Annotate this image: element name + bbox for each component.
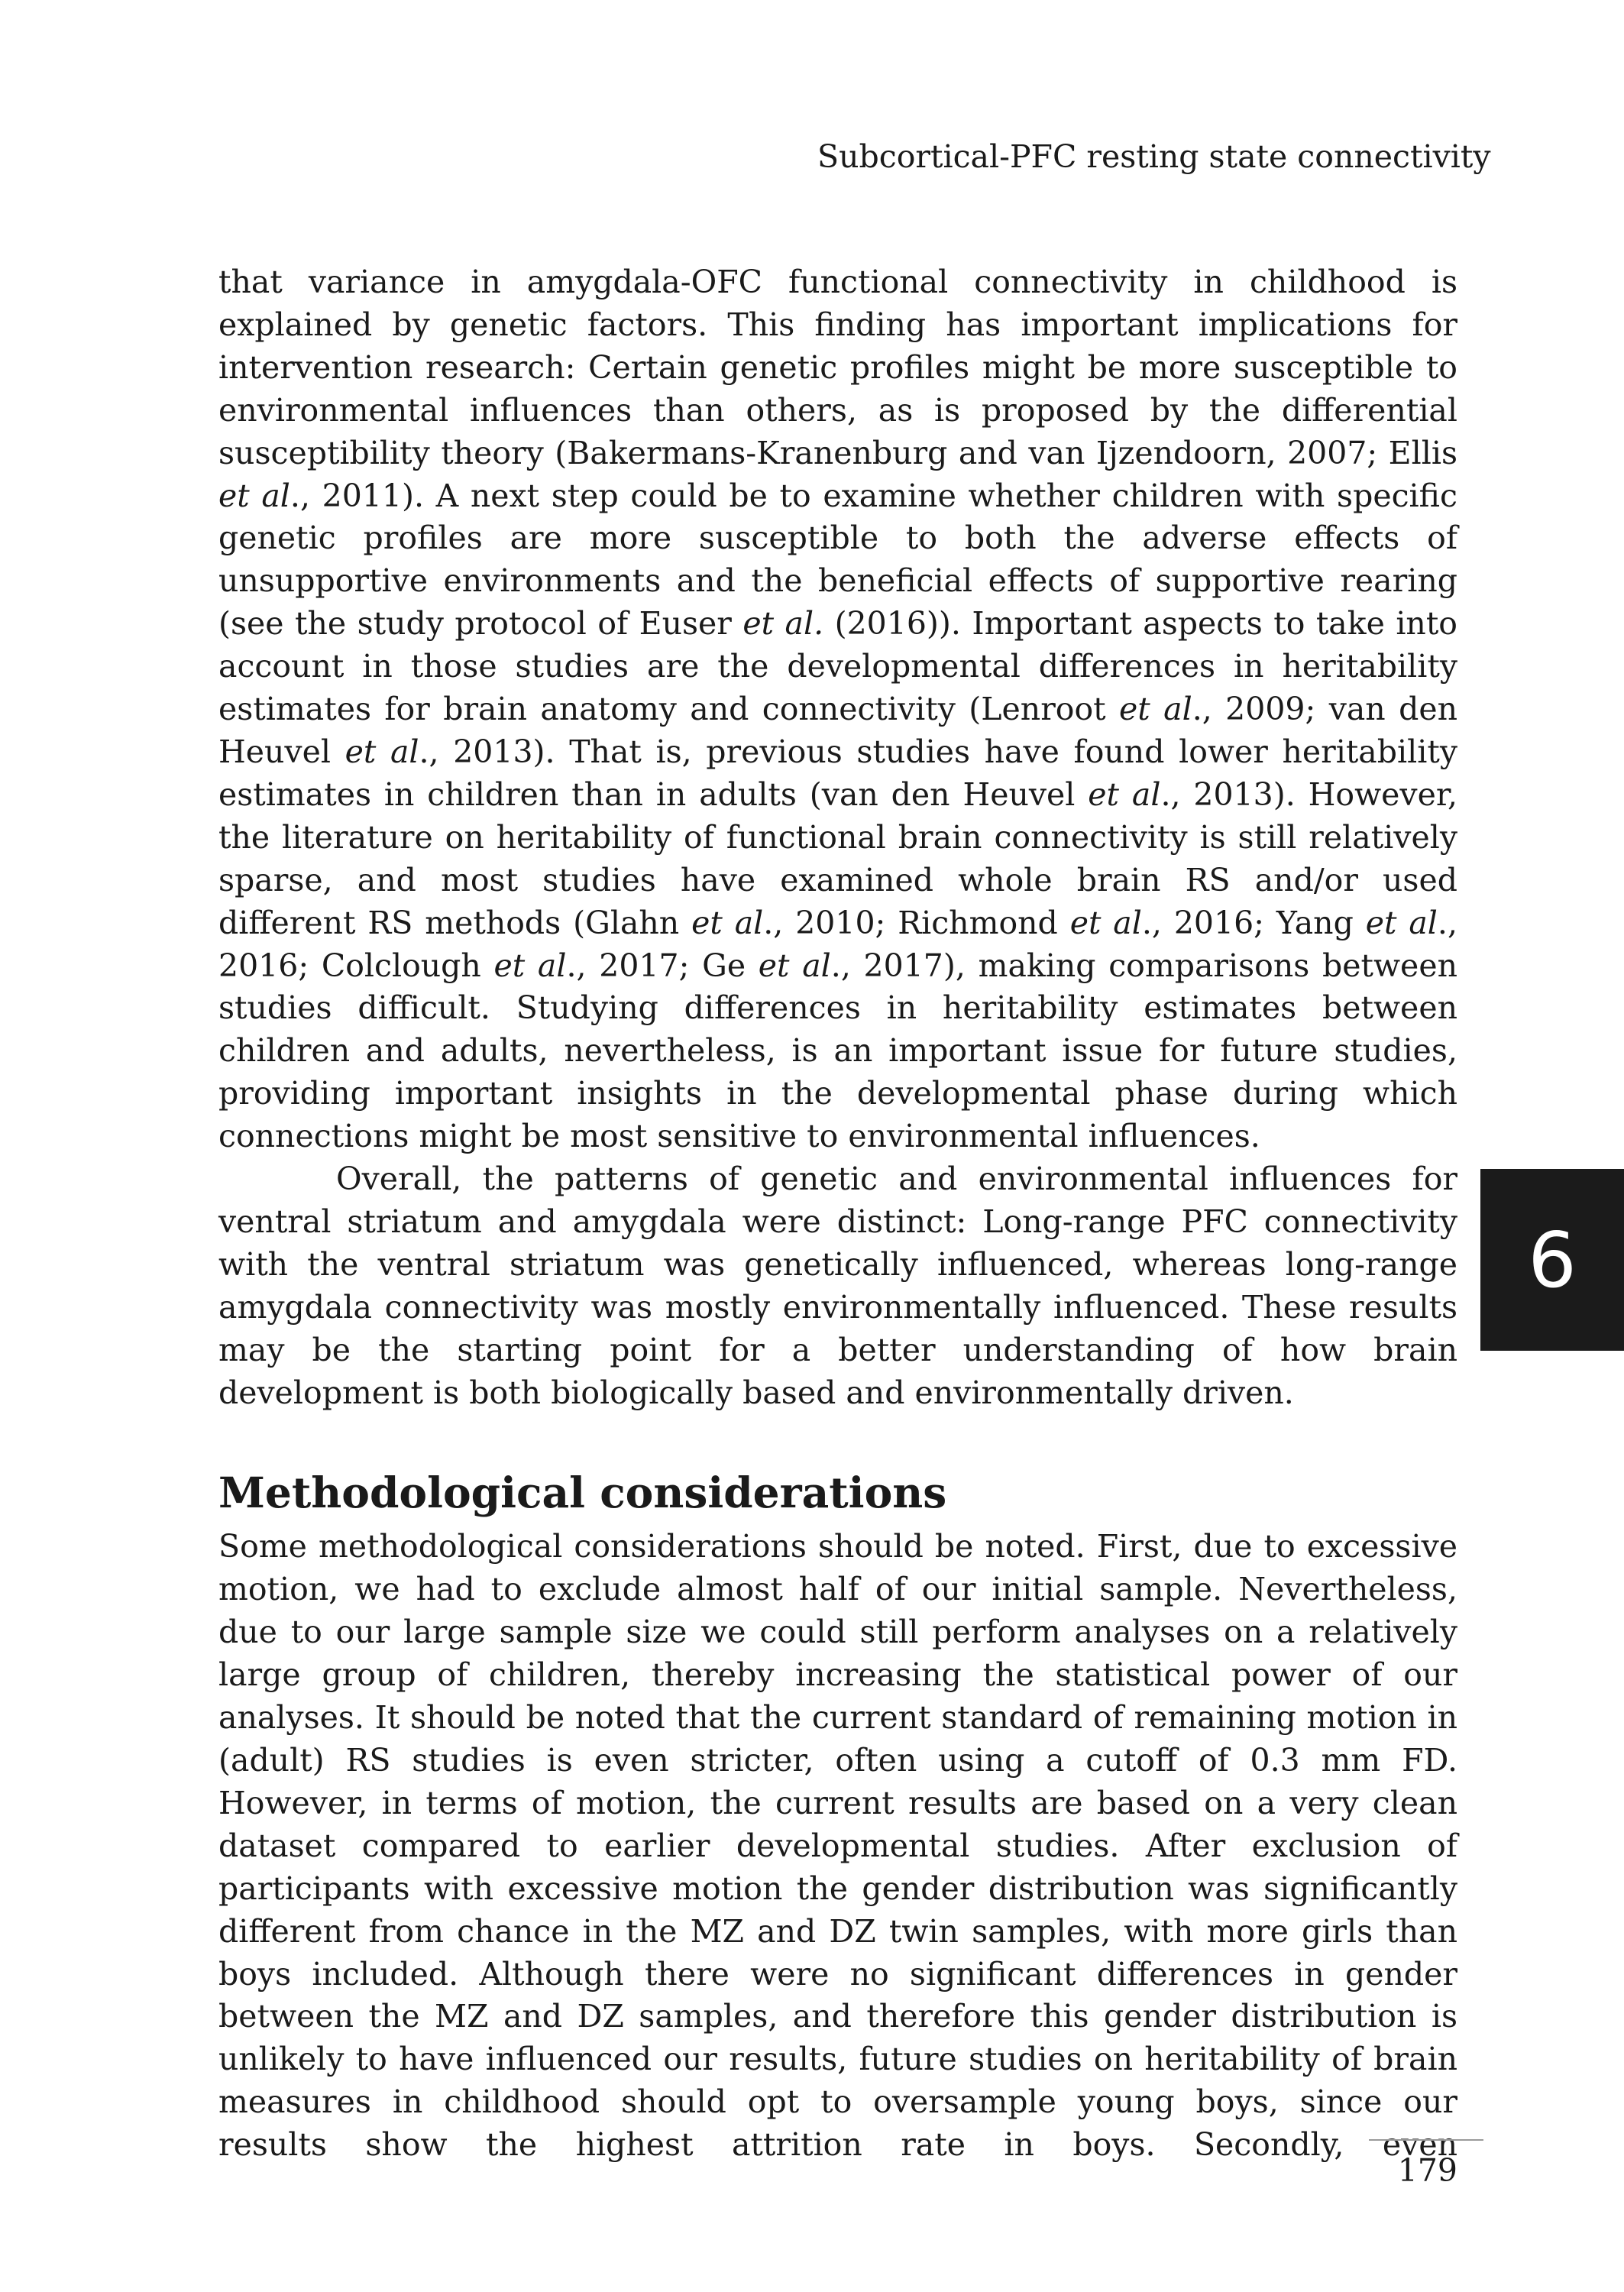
italic-et-al: et al bbox=[493, 947, 567, 984]
italic-et-al: et al bbox=[1069, 904, 1142, 941]
italic-et-al: et al bbox=[1365, 904, 1438, 941]
text-run: ., 2017), making comparisons between studies difficult. Studying differences in heritability estimates between children and adults, nevertheless, is an important issue for future studies, providing important insights in the developmental phase during which connections might be most sensitive to environmental influences. bbox=[218, 947, 1457, 1155]
italic-et-al: et al bbox=[758, 947, 831, 984]
body-text bbox=[218, 261, 1457, 2167]
chapter-tab bbox=[1480, 1169, 1624, 1351]
text-run: ., 2009; van den Heuvel bbox=[218, 691, 1458, 770]
running-header: Subcortical-PFC resting state connectivity bbox=[817, 138, 1491, 175]
text-run: ., 2016; Colclough bbox=[218, 904, 1457, 984]
paragraph-heritability-discussion bbox=[218, 261, 1457, 1158]
text-run: that variance in amygdala-OFC functional connectivity in childhood is explained by genetic factors. This finding has important implications for intervention research: Certain genetic profiles might be more susceptible to environmental influences than others, as is proposed by the differential susceptibility theory (Bakermans-Kranenburg and van Ijzendoorn, 2007; Ellis bbox=[218, 264, 1457, 471]
text-run: ., 2013). However, the literature on heritability of functional brain connectivity is still relatively sparse, and most studies have examined whole brain RS and/or used different RS methods (Glahn bbox=[218, 775, 1457, 941]
italic-et-al: et al bbox=[691, 904, 764, 941]
chapter-number: 6 bbox=[1528, 1215, 1577, 1305]
text-run: ., 2016; Yang bbox=[1141, 904, 1366, 941]
italic-et-al: et al bbox=[1119, 691, 1192, 728]
italic-et-al: et al. bbox=[742, 605, 824, 643]
page-number: 179 bbox=[1397, 2152, 1457, 2189]
paragraph-methodological-considerations: Some methodological considerations should be noted. First, due to excessive motion, we had to exclude almost half of our initial sample. Nevertheless, due to our large sample size we could still perform analyses on a relatively large group of children, thereby increasing the statistical power of our analyses. It should be noted that the current standard of remaining motion in (adult) RS studies is even stricter, often using a cutoff of 0.3 mm FD. However, in terms of motion, the current results are based on a very clean dataset compared to earlier developmental studies. After exclusion of participants with excessive motion the gender distribution was significantly different from chance in the MZ and DZ twin samples, with more girls than boys included. Although there were no significant differences in gender between the MZ and DZ samples, and therefore this gender distribution is unlikely to have influenced our results, future studies on heritability of brain measures in childhood should opt to oversample young boys, since our results show the highest attrition rate in boys. Secondly, even bbox=[218, 1528, 1457, 2164]
text-run: ., 2017; Ge bbox=[566, 947, 759, 984]
text-run: ., 2010; Richmond bbox=[763, 904, 1070, 941]
italic-et-al: et al bbox=[1088, 775, 1161, 813]
text-run: ., 2013). That is, previous studies have found lower heritability estimates in children than in adults (van den Heuvel bbox=[218, 733, 1457, 813]
text-run: ., 2011). A next step could be to examine whether children with specific genetic profiles are more susceptible to both the adverse effects of unsupportive environments and the beneficial effects of supportive rearing (see the study protocol of Euser bbox=[218, 477, 1457, 643]
text-run: (2016)). Important aspects to take into account in those studies are the developmental differences in heritability estimates for brain anatomy and connectivity (Lenroot bbox=[218, 605, 1457, 728]
italic-et-al: et al bbox=[218, 477, 290, 514]
paragraph-overall-summary: Overall, the patterns of genetic and environmental influences for ventral striatum and amygdala were distinct: Long-range PFC connectivity with the ventral striatum was genetically influenced, whereas long-range amygdala connectivity was mostly environmentally influenced. These results may be the starting point for a better understanding of how brain development is both biologically based and environmentally driven. bbox=[218, 1161, 1457, 1411]
section-heading-methodological-considerations: Methodological considerations bbox=[218, 1468, 947, 1518]
footer-divider bbox=[1369, 2139, 1483, 2141]
italic-et-al: et al bbox=[345, 733, 419, 770]
